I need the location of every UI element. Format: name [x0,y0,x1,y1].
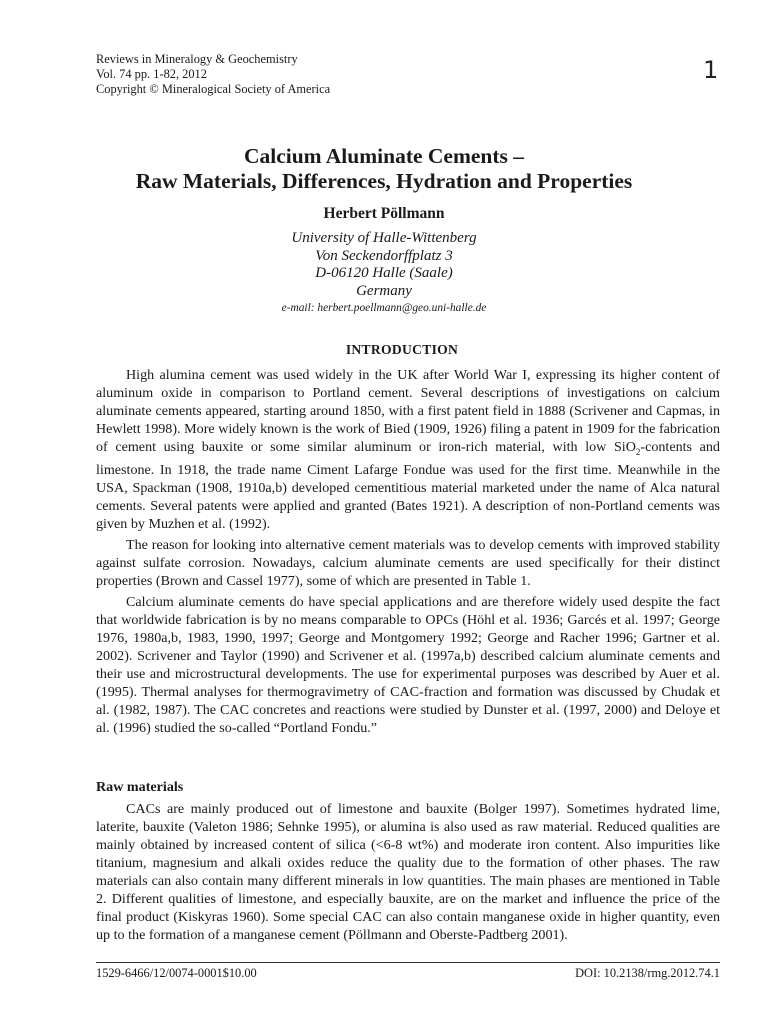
affiliation-country: Germany [356,282,412,299]
title-line-2: Raw Materials, Differences, Hydration and Properties [135,169,633,193]
running-header [96,52,330,97]
intro-paragraph-1: High alumina cement was used widely in the UK after World War I, expressing its higher content of aluminum oxide in comparison to Portland cement. Several descriptions of investigations on calcium aluminate cements appeared, starting around 1850, with a first patent field in 1888 (Scrivener and Capmas, in Hewlett 1998). More widely known is the work of Bied (1909, 1926) filing a patent in 1909 for the fabrication of cement using bauxite or some similar aluminum or iron-rich material, with low SiO$_2$-contents and limestone. In 1918, the trade name Ciment Lafarge Fondue was used for the first time. Meanwhile in the USA, Spackman (1908, 1910a,b) developed cementitious material marketed under the name of Alca natural cements. Several patents were applied and granted (Bates 1921). A description of non-Portland cements was given by Muzhen et al. (1992). [96,367,720,532]
raw-materials-body [96,800,720,944]
intro-paragraph-3: Calcium aluminate cements do have special applications and are therefore widely used despite the fact that worldwide fabrication is by no means comparable to OPCs (Höhl et al. 1936; Garcés et al. 1997; George 1976, 1980a,b, 1983, 1990, 1997; George and Montgomery 1992; George and Racher 1996; Gartner et al. 2002). Scrivener and Taylor (1990) and Scrivener et al. (1997a,b) described calcium aluminate cements and their use and microstructural developments. The use for experimental purposes was described by Auer et al. (1995). Thermal analyses for thermogravimetry of CAC-fraction and formation was discussed by Chudak et al. (1982, 1987). The CAC concretes and reactions were studied by Dunster et al. (1997, 2000) and Deloye et al. (1996) studied the so-called “Portland Fondu.” [96,593,720,736]
journal-name: Reviews in Mineralogy & Geochemistry [96,52,298,66]
footer-rule [96,962,720,963]
intro-paragraph-2: The reason for looking into alternative cement materials was to develop cements with improved stability against sulfate corrosion. Nowadays, calcium aluminate cements are used specifically for their distinct properties (Brown and Cassel 1977), some of which are presented in Table 1. [96,536,720,589]
affiliation-university: University of Halle-Wittenberg [291,230,477,246]
introduction-body [96,366,720,737]
author-name: Herbert Pöllmann [323,205,445,222]
page-number: 1 [703,56,719,84]
copyright-line: Copyright © Mineralogical Society of America [96,82,331,96]
title-line-1: Calcium Aluminate Cements – [243,144,525,168]
footer-doi: DOI: 10.2138/rmg.2012.74.1 [575,966,720,980]
affiliation-street: Von Seckendorffplatz 3 [315,247,453,264]
volume-info: Vol. 74 pp. 1-82, 2012 [96,67,207,81]
raw-materials-paragraph: CACs are mainly produced out of limestone and bauxite (Bolger 1997). Sometimes hydrated lime, laterite, bauxite (Valeton 1986; Sehnke 1995), or alumina is also used as raw material. Reduced qualities are mainly obtained by increased content of silica (<6-8 wt%) and moderate iron content. Also impurities like titanium, magnesium and alkali oxides reduce the quality due to the formation of other phases. The raw materials can also contain many different minerals in low quantities. The main phases are mentioned in Table 2. Different qualities of limestone, and especially bauxite, are on the market and influence the price of the final product (Kiskyras 1960). Some special CAC can also contain manganese oxide in higher quantity, even up to the formation of a manganese cement (Pöllmann and Oberste-Padtberg 2001). [96,801,720,943]
article-title [0,144,768,194]
introduction-heading: INTRODUCTION [345,342,459,357]
author-affiliation [0,230,768,300]
affiliation-city: D-06120 Halle (Saale) [315,265,453,281]
footer-issn: 1529-6466/12/0074-0001$10.00 [96,966,257,980]
author-email: e-mail: herbert.poellmann@geo.uni-halle.de [281,302,487,314]
raw-materials-heading: Raw materials [96,779,184,795]
